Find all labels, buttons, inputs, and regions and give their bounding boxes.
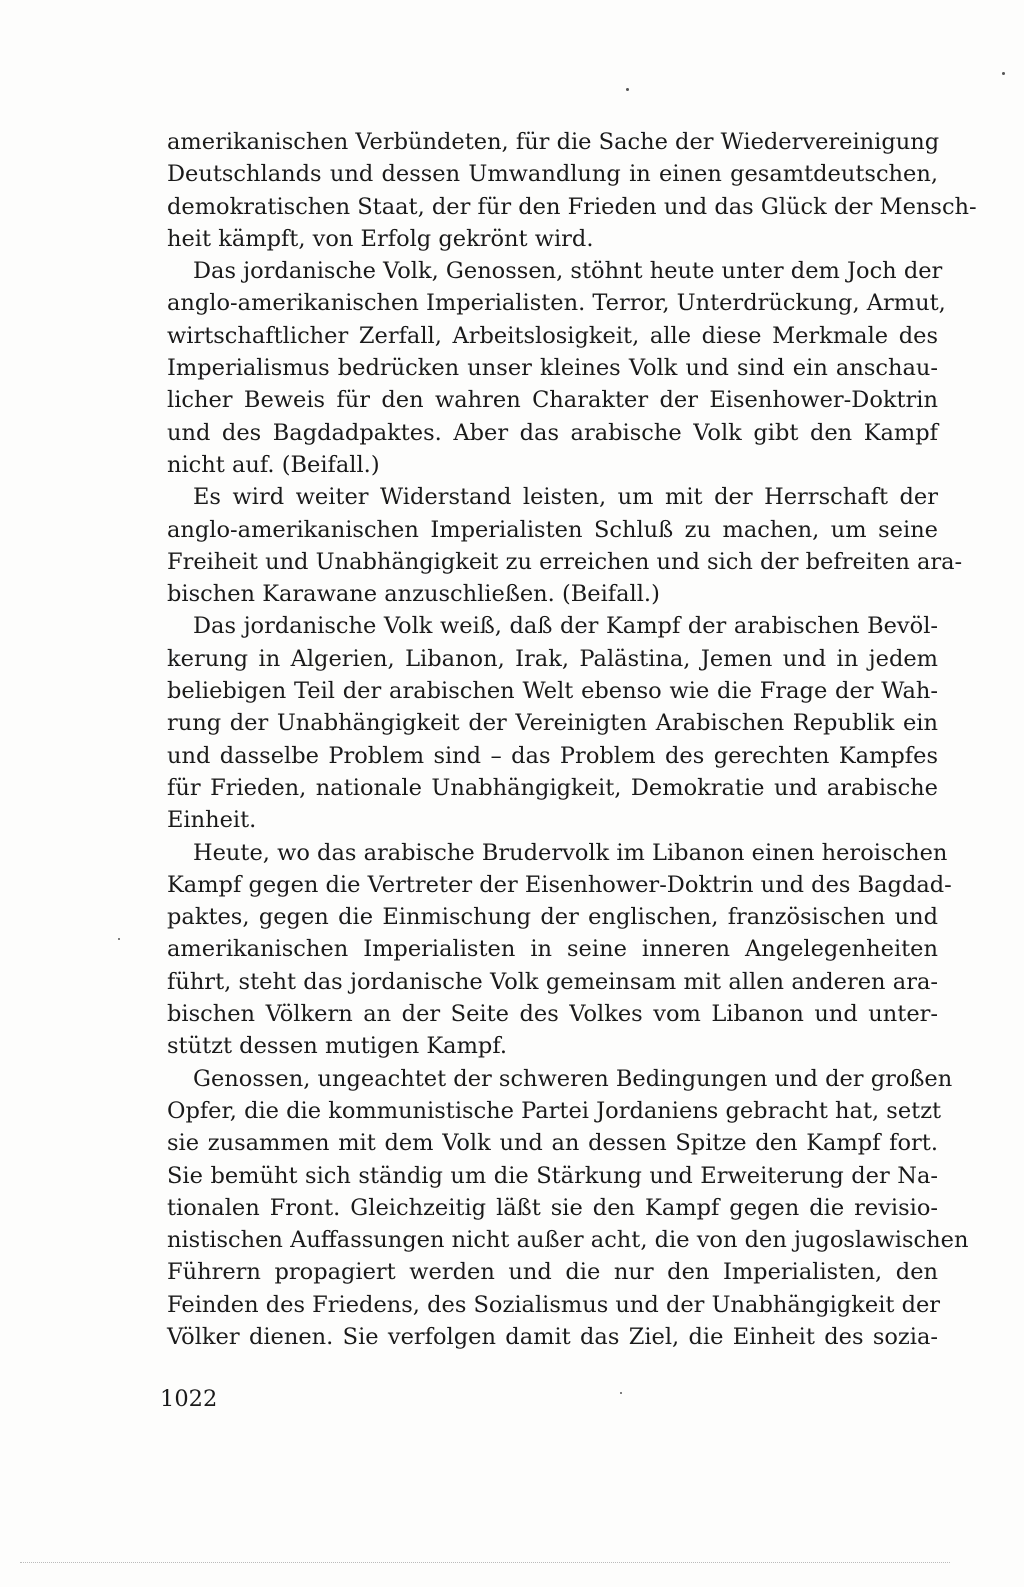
text-line: heit kämpft, von Erfolg gekrönt wird. [167, 225, 594, 252]
text-line: führt, steht das jordanische Volk gemeinsam mit allen anderen ara- [167, 968, 938, 995]
text-line: bischen Völkern an der Seite des Volkes vom Libanon und unter- [167, 1001, 938, 1028]
body-text [167, 126, 977, 1353]
text-line: anglo-amerikanischen Imperialisten Schluß zu machen, um seine [167, 516, 938, 543]
text-line: bischen Karawane anzuschließen. (Beifall.) [167, 581, 660, 608]
text-line: Sie bemüht sich ständig um die Stärkung und Erweiterung der Na- [167, 1162, 938, 1189]
text-line: sie zusammen mit dem Volk und an dessen Spitze den Kampf fort. [167, 1130, 938, 1157]
text-line: Freiheit und Unabhängigkeit zu erreichen und sich der befreiten ara- [167, 548, 963, 575]
text-line: Es wird weiter Widerstand leisten, um mit der Herrschaft der [193, 484, 938, 511]
text-line: kerung in Algerien, Libanon, Irak, Palästina, Jemen und in jedem [167, 645, 938, 672]
text-line: Kampf gegen die Vertreter der Eisenhower-Doktrin und des Bagdad- [167, 871, 952, 898]
text-line: licher Beweis für den wahren Charakter der Eisenhower-Doktrin [167, 387, 938, 414]
scan-speck [626, 88, 629, 91]
text-line: Einheit. [167, 807, 257, 834]
scan-speck [118, 938, 120, 940]
text-line: Imperialismus bedrücken unser kleines Volk und sind ein anschau- [167, 355, 938, 382]
text-line: beliebigen Teil der arabischen Welt ebenso wie die Frage der Wah- [167, 678, 938, 705]
paragraph-4 [167, 610, 938, 836]
text-line: Feinden des Friedens, des Sozialismus und der Unabhängigkeit der [167, 1291, 941, 1318]
text-line: Deutschlands und dessen Umwandlung in einen gesamtdeutschen, [167, 161, 938, 188]
text-line: tionalen Front. Gleichzeitig läßt sie den Kampf gegen die revisio- [167, 1194, 938, 1221]
text-line: Das jordanische Volk weiß, daß der Kampf der arabischen Bevöl- [193, 613, 938, 640]
text-line: für Frieden, nationale Unabhängigkeit, Demokratie und arabische [167, 774, 938, 801]
text-line: und des Bagdadpaktes. Aber das arabische Volk gibt den Kampf [167, 419, 938, 446]
text-line: Opfer, die die kommunistische Partei Jordaniens gebracht hat, setzt [167, 1097, 942, 1124]
text-line: demokratischen Staat, der für den Frieden und das Glück der Mensch- [167, 193, 977, 220]
page-number: 1022 [160, 1386, 218, 1412]
text-line: Völker dienen. Sie verfolgen damit das Ziel, die Einheit des sozia- [167, 1323, 938, 1350]
paragraph-3 [167, 481, 963, 610]
text-line: amerikanischen Verbündeten, für die Sache der Wiedervereinigung [167, 129, 940, 155]
text-line: Genossen, ungeachtet der schweren Bedingungen und der großen [193, 1065, 953, 1092]
paragraph-6 [167, 1063, 969, 1354]
text-line: amerikanischen Imperialisten in seine inneren Angelegenheiten [167, 936, 938, 963]
text-line: Heute, wo das arabische Brudervolk im Libanon einen heroischen [193, 839, 948, 866]
text-line: rung der Unabhängigkeit der Vereinigten Arabischen Republik ein [167, 710, 938, 737]
text-line: paktes, gegen die Einmischung der englischen, französischen und [167, 904, 938, 931]
text-line: anglo-amerikanischen Imperialisten. Terror, Unterdrückung, Armut, [167, 290, 946, 317]
paragraph-2 [167, 255, 946, 481]
text-line: und dasselbe Problem sind – das Problem des gerechten Kampfes [167, 742, 938, 769]
paragraph-5 [167, 837, 952, 1063]
scan-edge [20, 1562, 950, 1564]
paragraph-1 [167, 126, 977, 255]
text-line: nicht auf. (Beifall.) [167, 451, 380, 478]
text-line: wirtschaftlicher Zerfall, Arbeitslosigkeit, alle diese Merkmale des [167, 322, 938, 349]
text-line: stützt dessen mutigen Kampf. [167, 1033, 508, 1060]
text-line: Das jordanische Volk, Genossen, stöhnt heute unter dem Joch der [193, 258, 943, 285]
text-line: nistischen Auffassungen nicht außer acht, die von den jugoslawischen [167, 1227, 969, 1254]
scan-speck [620, 1392, 622, 1394]
scan-speck [1002, 72, 1005, 75]
text-line: Führern propagiert werden und die nur den Imperialisten, den [167, 1259, 938, 1286]
